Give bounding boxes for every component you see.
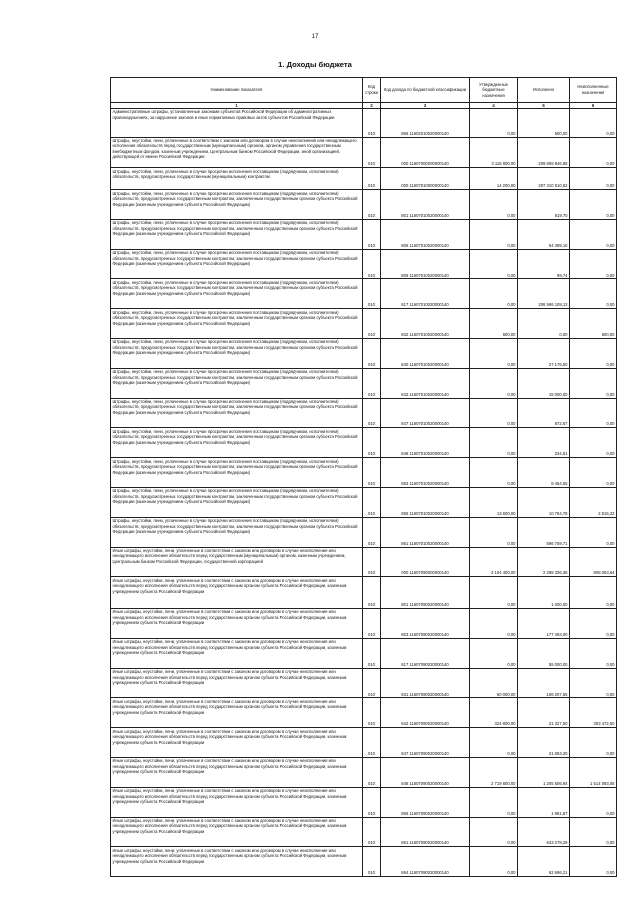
table-row <box>111 638 617 668</box>
cell-revenue-code: 801 11607010020000140 <box>381 190 470 220</box>
cell-indicator-name: Штрафы, неустойки, пени, уплаченные в случае просрочки исполнения поставщиком (подрядчиком, исполнителем) обязательств, предусмотренных государственным контрактом, заключенным государственным органом субъекта Российской Федерации (казенным учреждением субъекта Российской Федерации) <box>111 368 363 398</box>
cell-revenue-code: 817 11607010020000140 <box>381 279 470 309</box>
table-row <box>111 279 617 309</box>
cell-executed: 207 310 510,52 <box>518 168 570 190</box>
page-number: 17 <box>311 34 319 40</box>
cell-unexecuted: 2 815,22 <box>570 487 617 517</box>
cell-executed: 672,67 <box>518 398 570 428</box>
cell-line-code: 010 <box>363 609 381 639</box>
table-row <box>111 517 617 547</box>
cell-unexecuted: 0,00 <box>570 108 617 137</box>
cell-approved: 0,00 <box>470 368 518 398</box>
cell-approved: 3 118 600,00 <box>470 137 518 168</box>
cell-executed: 55 000,00 <box>518 638 570 668</box>
table-row <box>111 577 617 609</box>
cell-indicator-name: Штрафы, неустойки, пени, уплаченные в случае просрочки исполнения поставщиком (подрядчиком, исполнителем) обязательств, предусмотренных государственным контрактом, заключенным государственным органом субъекта Российской Федерации (казенным учреждением субъекта Российской Федерации) <box>111 279 363 309</box>
cell-line-code: 010 <box>363 577 381 609</box>
cell-executed: 819,70 <box>518 190 570 220</box>
cell-indicator-name: Штрафы, неустойки, пени, уплаченные в случае просрочки исполнения поставщиком (подрядчиком, исполнителем) обязательств, предусмотренных государственным контрактом, заключенным государственным органом субъекта Российской Федерации (казенным учреждением субъекта Российской Федерации) <box>111 398 363 428</box>
cell-revenue-code: 842 11607010020000140 <box>381 368 470 398</box>
cell-revenue-code: 855 11607010020000140 <box>381 487 470 517</box>
cell-indicator-name: Штрафы, неустойки, пени, уплаченные в случае просрочки исполнения поставщиком (подрядчиком, исполнителем) обязательств, предусмотренных государственным контрактом, заключенным государственным органом субъекта Российской Федерации (казенным учреждением субъекта Российской Федерации) <box>111 309 363 339</box>
table-row <box>111 787 617 817</box>
cell-revenue-code: 861 11607010020000140 <box>381 517 470 547</box>
column-number: 5 <box>518 102 570 108</box>
cell-unexecuted: 0,00 <box>570 249 617 279</box>
cell-indicator-name: Иные штрафы, неустойки, пени, уплаченные в соответствии с законом или договором в случае неисполнения или ненадлежащего исполнения обязательств перед государственным органом субъекта Российской Федерации, казенным учреждением субъекта Российской Федерации <box>111 698 363 728</box>
cell-approved: 0,00 <box>470 190 518 220</box>
cell-indicator-name: Штрафы, неустойки, пени, уплаченные в случае просрочки исполнения поставщиком (подрядчиком, исполнителем) обязательств, предусмотренных государственным контрактом, заключенным государственным органом субъекта Российской Федерации (казенным учреждением субъекта Российской Федерации) <box>111 517 363 547</box>
cell-approved: 0,00 <box>470 817 518 847</box>
cell-approved: 0,00 <box>470 249 518 279</box>
cell-indicator-name: Штрафы, неустойки, пени, уплаченные в случае просрочки исполнения поставщиком (подрядчиком, исполнителем) обязательств, предусмотренных государственным контрактом, заключенным государственным органом субъекта Российской Федерации (казенным учреждением субъекта Российской Федерации) <box>111 428 363 458</box>
cell-line-code: 010 <box>363 279 381 309</box>
cell-approved: 0,00 <box>470 108 518 137</box>
table-row <box>111 398 617 428</box>
cell-revenue-code: 855 11607090020000140 <box>381 787 470 817</box>
cell-executed: 500,00 <box>518 108 570 137</box>
table-header-row <box>111 78 617 103</box>
column-number: 4 <box>470 102 518 108</box>
cell-line-code: 010 <box>363 249 381 279</box>
cell-indicator-name: Иные штрафы, неустойки, пени, уплаченные в соответствии с законом или договором в случае неисполнения или ненадлежащего исполнения обязательств перед государственным органом субъекта Российской Федерации, казенным учреждением субъекта Российской Федерации <box>111 847 363 877</box>
cell-revenue-code: 853 11607010020000140 <box>381 458 470 488</box>
table-row <box>111 757 617 787</box>
cell-indicator-name: Штрафы, неустойки, пени, уплаченные в случае просрочки исполнения поставщиком (подрядчиком, исполнителем) обязательств, предусмотренных государственным контрактом, заключенным государственным органом субъекта Российской Федерации (казенным учреждением субъекта Российской Федерации) <box>111 458 363 488</box>
cell-approved: 600,00 <box>470 309 518 339</box>
cell-revenue-code: 840 11607010020000140 <box>381 339 470 369</box>
cell-indicator-name: Иные штрафы, неустойки, пени, уплаченные в соответствии с законом или договором в случае неисполнения или ненадлежащего исполнения обязательств перед государственным органом субъекта Российской Федерации, казенным учреждением субъекта Российской Федерации <box>111 728 363 758</box>
column-number: 2 <box>363 102 381 108</box>
cell-line-code: 010 <box>363 309 381 339</box>
cell-approved: 0,00 <box>470 428 518 458</box>
cell-approved: 3 104 400,00 <box>470 547 518 577</box>
cell-indicator-name: Иные штрафы, неустойки, пени, уплаченные в соответствии с законом или договором в случае неисполнения или ненадлежащего исполнения обязательств перед государственным органом субъекта Российской Федерации, казенным учреждением субъекта Российской Федерации <box>111 817 363 847</box>
cell-unexecuted: 0,00 <box>570 517 617 547</box>
cell-unexecuted: 303 472,50 <box>570 698 617 728</box>
table-row <box>111 817 617 847</box>
cell-executed: 0,00 <box>518 309 570 339</box>
table-row <box>111 609 617 639</box>
column-number: 1 <box>111 102 363 108</box>
cell-executed: 2 298 336,36 <box>518 547 570 577</box>
cell-indicator-name: Штрафы, неустойки, пени, уплаченные в случае просрочки исполнения поставщиком (подрядчиком, исполнителем) обязательств, предусмотренных государственным контрактом, заключенным государственным органом субъекта Российской Федерации (казенным учреждением субъекта Российской Федерации) <box>111 487 363 517</box>
cell-approved: 0,00 <box>470 458 518 488</box>
cell-unexecuted: 0,00 <box>570 368 617 398</box>
table-row <box>111 428 617 458</box>
cell-unexecuted: 0,00 <box>570 638 617 668</box>
cell-unexecuted: 0,00 <box>570 609 617 639</box>
cell-unexecuted: 1 514 093,06 <box>570 757 617 787</box>
cell-approved: 0,00 <box>470 339 518 369</box>
cell-unexecuted: 0,00 <box>570 847 617 877</box>
cell-approved: 13 600,00 <box>470 487 518 517</box>
cell-executed: 21 327,50 <box>518 698 570 728</box>
cell-unexecuted: 0,00 <box>570 428 617 458</box>
cell-executed: 596 759,71 <box>518 517 570 547</box>
cell-executed: 106 207,55 <box>518 668 570 698</box>
cell-unexecuted: 0,00 <box>570 728 617 758</box>
cell-executed: 54 399,10 <box>518 219 570 249</box>
cell-unexecuted: 0,00 <box>570 168 617 190</box>
cell-approved: 0,00 <box>470 577 518 609</box>
cell-revenue-code: 847 11607090020000140 <box>381 728 470 758</box>
cell-revenue-code: 864 11607090020000140 <box>381 847 470 877</box>
table-row <box>111 309 617 339</box>
cell-line-code: 010 <box>363 698 381 728</box>
cell-line-code: 010 <box>363 487 381 517</box>
cell-approved: 0,00 <box>470 279 518 309</box>
cell-approved: 0,00 <box>470 219 518 249</box>
column-number: 3 <box>381 102 470 108</box>
table-row <box>111 847 617 877</box>
cell-line-code: 010 <box>363 547 381 577</box>
cell-executed: 643 278,29 <box>518 817 570 847</box>
table-row <box>111 190 617 220</box>
table-row <box>111 249 617 279</box>
cell-executed: 8 454,55 <box>518 458 570 488</box>
table-row <box>111 219 617 249</box>
cell-revenue-code: 817 11607090020000140 <box>381 638 470 668</box>
cell-line-code: 010 <box>363 517 381 547</box>
cell-line-code: 010 <box>363 428 381 458</box>
cell-unexecuted: 0,00 <box>570 787 617 817</box>
cell-approved: 0,00 <box>470 638 518 668</box>
cell-unexecuted: 0,00 <box>570 219 617 249</box>
header-unexecuted: Неисполненные назначения <box>570 78 617 103</box>
table-row <box>111 487 617 517</box>
cell-revenue-code: 831 11607090020000140 <box>381 668 470 698</box>
cell-indicator-name: Штрафы, неустойки, пени, уплаченные в соответствии с законом или договором в случае неисполнения или ненадлежащего исполнения обязательств перед государственным (муниципальным) органом, органом управления государственным внебюджетным фондом, казенным учреждением, Центральным банком Российской Федерации, иной организацией, действующей от имени Российской Федерации <box>111 137 363 168</box>
cell-line-code: 010 <box>363 728 381 758</box>
cell-indicator-name: Штрафы, неустойки, пени, уплаченные в случае просрочки исполнения поставщиком (подрядчиком, исполнителем) обязательств, предусмотренных государственным (муниципальным) контрактом <box>111 168 363 190</box>
cell-executed: 177 493,00 <box>518 609 570 639</box>
cell-approved: 0,00 <box>470 517 518 547</box>
cell-line-code: 010 <box>363 668 381 698</box>
table-row <box>111 108 617 137</box>
cell-revenue-code: 000 11607090000000140 <box>381 547 470 577</box>
table-row <box>111 168 617 190</box>
cell-unexecuted: 0,00 <box>570 137 617 168</box>
cell-executed: 1 981,87 <box>518 787 570 817</box>
cell-revenue-code: 842 11607090020000140 <box>381 698 470 728</box>
cell-line-code: 010 <box>363 817 381 847</box>
table-row <box>111 137 617 168</box>
cell-approved: 0,00 <box>470 728 518 758</box>
cell-executed: 21 653,20 <box>518 728 570 758</box>
cell-indicator-name: Иные штрафы, неустойки, пени, уплаченные в соответствии с законом или договором в случае неисполнения или ненадлежащего исполнения обязательств перед государственным органом субъекта Российской Федерации, казенным учреждением субъекта Российской Федерации <box>111 668 363 698</box>
cell-executed: 10 784,78 <box>518 487 570 517</box>
cell-executed: 27 176,50 <box>518 339 570 369</box>
cell-executed: 206 596 109,13 <box>518 279 570 309</box>
cell-line-code: 010 <box>363 168 381 190</box>
cell-unexecuted: 0,00 <box>570 817 617 847</box>
cell-indicator-name: Штрафы, неустойки, пени, уплаченные в случае просрочки исполнения поставщиком (подрядчиком, исполнителем) обязательств, предусмотренных государственным контрактом, заключенным государственным органом субъекта Российской Федерации (казенным учреждением субъекта Российской Федерации) <box>111 339 363 369</box>
header-executed: Исполнено <box>518 78 570 103</box>
table-row <box>111 547 617 577</box>
cell-indicator-name: Штрафы, неустойки, пени, уплаченные в случае просрочки исполнения поставщиком (подрядчиком, исполнителем) обязательств, предусмотренных государственным контрактом, заключенным государственным органом субъекта Российской Федерации (казенным учреждением субъекта Российской Федерации) <box>111 190 363 220</box>
cell-line-code: 010 <box>363 339 381 369</box>
cell-unexecuted: 808 063,64 <box>570 547 617 577</box>
cell-unexecuted: 0,00 <box>570 668 617 698</box>
cell-revenue-code: 801 11607090020000140 <box>381 577 470 609</box>
cell-executed: 209 608 846,88 <box>518 137 570 168</box>
cell-indicator-name: Административные штрафы, установленные законами субъектов Российской Федерации об административных правонарушениях, за нарушение законов и иных нормативных правовых актов субъектов Российской Федерации <box>111 108 363 137</box>
cell-indicator-name: Иные штрафы, неустойки, пени, уплаченные в соответствии с законом или договором в случае неисполнения или ненадлежащего исполнения обязательств перед государственным органом субъекта Российской Федерации, казенным учреждением субъекта Российской Федерации <box>111 757 363 787</box>
cell-indicator-name: Штрафы, неустойки, пени, уплаченные в случае просрочки исполнения поставщиком (подрядчиком, исполнителем) обязательств, предусмотренных государственным контрактом, заключенным государственным органом субъекта Российской Федерации (казенным учреждением субъекта Российской Федерации) <box>111 219 363 249</box>
cell-line-code: 010 <box>363 458 381 488</box>
table-row <box>111 339 617 369</box>
cell-unexecuted: 600,00 <box>570 309 617 339</box>
cell-revenue-code: 000 11607010000000140 <box>381 168 470 190</box>
cell-revenue-code: 832 11607010020000140 <box>381 309 470 339</box>
cell-revenue-code: 865 11602010020000140 <box>381 108 470 137</box>
cell-approved: 0,00 <box>470 398 518 428</box>
header-line-code: Код строки <box>363 78 381 103</box>
cell-indicator-name: Штрафы, неустойки, пени, уплаченные в случае просрочки исполнения поставщиком (подрядчиком, исполнителем) обязательств, предусмотренных государственным контрактом, заключенным государственным органом субъекта Российской Федерации (казенным учреждением субъекта Российской Федерации) <box>111 249 363 279</box>
section-title: 1. Доходы бюджета <box>278 60 352 69</box>
cell-indicator-name: Иные штрафы, неустойки, пени, уплаченные в соответствии с законом или договором в случае неисполнения или ненадлежащего исполнения обязательств перед государственным органом субъекта Российской Федерации, казенным учреждением субъекта Российской Федерации <box>111 577 363 609</box>
cell-indicator-name: Иные штрафы, неустойки, пени, уплаченные в соответствии с законом или договором в случае неисполнения или ненадлежащего исполнения обязательств перед государственным органом субъекта Российской Федерации, казенным учреждением субъекта Российской Федерации <box>111 787 363 817</box>
cell-executed: 1 000,00 <box>518 577 570 609</box>
header-approved: Утвержденные бюджетные назначения <box>470 78 518 103</box>
cell-unexecuted: 0,00 <box>570 279 617 309</box>
cell-unexecuted: 0,00 <box>570 398 617 428</box>
cell-approved: 2 719 600,00 <box>470 757 518 787</box>
cell-revenue-code: 806 11607010020000140 <box>381 219 470 249</box>
table-row <box>111 728 617 758</box>
cell-revenue-code: 000 11607000000000140 <box>381 137 470 168</box>
cell-line-code: 010 <box>363 787 381 817</box>
cell-executed: 1 205 506,94 <box>518 757 570 787</box>
header-indicator-name: Наименование показателя <box>111 78 363 103</box>
cell-executed: 15 000,00 <box>518 368 570 398</box>
cell-line-code: 010 <box>363 757 381 787</box>
cell-line-code: 010 <box>363 190 381 220</box>
cell-line-code: 010 <box>363 847 381 877</box>
cell-executed: 99,74 <box>518 249 570 279</box>
cell-approved: 14 200,00 <box>470 168 518 190</box>
cell-unexecuted: 0,00 <box>570 339 617 369</box>
cell-revenue-code: 848 11607090020000140 <box>381 757 470 787</box>
table-row <box>111 698 617 728</box>
header-revenue-code: Код дохода по бюджетной классификации <box>381 78 470 103</box>
cell-approved: 324 800,00 <box>470 698 518 728</box>
cell-line-code: 010 <box>363 108 381 137</box>
cell-executed: 234,61 <box>518 428 570 458</box>
cell-unexecuted: 0,00 <box>570 577 617 609</box>
cell-approved: 0,00 <box>470 787 518 817</box>
cell-line-code: 010 <box>363 368 381 398</box>
table-row <box>111 368 617 398</box>
cell-line-code: 010 <box>363 219 381 249</box>
cell-revenue-code: 861 11607090020000140 <box>381 817 470 847</box>
cell-indicator-name: Иные штрафы, неустойки, пени, уплаченные в соответствии с законом или договором в случае неисполнения или ненадлежащего исполнения обязательств перед государственным (муниципальным) органом, казенным учреждением, Центральным банком Российской Федерации, государственной корпорацией <box>111 547 363 577</box>
cell-revenue-code: 848 11607010020000140 <box>381 428 470 458</box>
cell-revenue-code: 803 11607090020000140 <box>381 609 470 639</box>
cell-approved: 60 000,00 <box>470 668 518 698</box>
cell-indicator-name: Иные штрафы, неустойки, пени, уплаченные в соответствии с законом или договором в случае неисполнения или ненадлежащего исполнения обязательств перед государственным органом субъекта Российской Федерации, казенным учреждением субъекта Российской Федерации <box>111 609 363 639</box>
cell-revenue-code: 847 11607010020000140 <box>381 398 470 428</box>
cell-indicator-name: Иные штрафы, неустойки, пени, уплаченные в соответствии с законом или договором в случае неисполнения или ненадлежащего исполнения обязательств перед государственным органом субъекта Российской Федерации, казенным учреждением субъекта Российской Федерации <box>111 638 363 668</box>
cell-line-code: 010 <box>363 638 381 668</box>
column-number: 6 <box>570 102 617 108</box>
cell-line-code: 010 <box>363 137 381 168</box>
table-row <box>111 668 617 698</box>
cell-executed: 62 696,21 <box>518 847 570 877</box>
cell-line-code: 010 <box>363 398 381 428</box>
budget-revenue-table <box>110 77 617 877</box>
table-row <box>111 458 617 488</box>
cell-unexecuted: 0,00 <box>570 190 617 220</box>
cell-approved: 0,00 <box>470 847 518 877</box>
cell-revenue-code: 809 11607010020000140 <box>381 249 470 279</box>
cell-approved: 0,00 <box>470 609 518 639</box>
cell-unexecuted: 0,00 <box>570 458 617 488</box>
